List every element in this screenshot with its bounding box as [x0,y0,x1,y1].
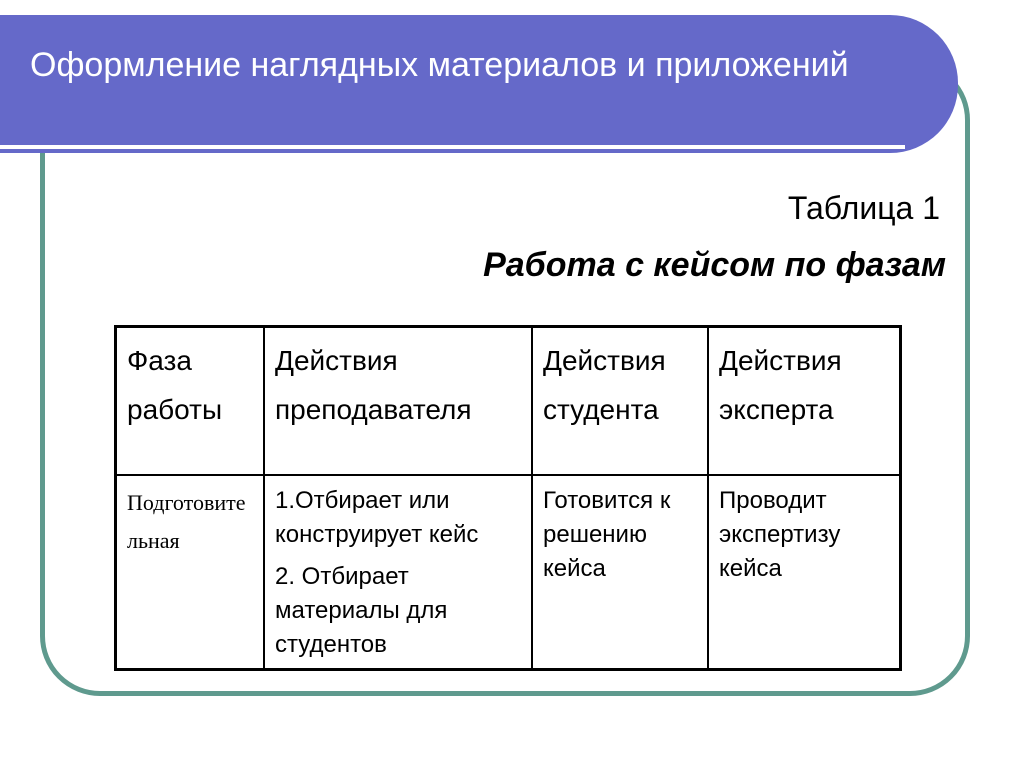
header-phase: Фаза работы [116,327,265,476]
header-expert-actions: Действия эксперта [708,327,901,476]
cell-phase: Подготовительная [116,475,265,670]
title-divider [0,145,905,149]
cell-student-actions: Готовится к решению кейса [532,475,708,670]
slide-title: Оформление наглядных материалов и приложений [30,46,849,84]
table-header-row [116,327,901,476]
teacher-action-1: 1.Отбирает или конструирует кейс [275,487,479,548]
teacher-action-2: 2. Отбирает материалы для студентов [275,563,448,658]
phases-table [114,325,902,671]
table-caption-title: Работа с кейсом по фазам [483,246,946,284]
header-student-actions: Действия студента [532,327,708,476]
cell-teacher-actions [264,475,532,670]
table-row [116,475,901,670]
cell-expert-actions: Проводит экспертизу кейса [708,475,901,670]
table-caption-number: Таблица 1 [787,190,940,226]
title-bar [0,15,958,153]
header-teacher-actions: Действия преподавателя [264,327,532,476]
